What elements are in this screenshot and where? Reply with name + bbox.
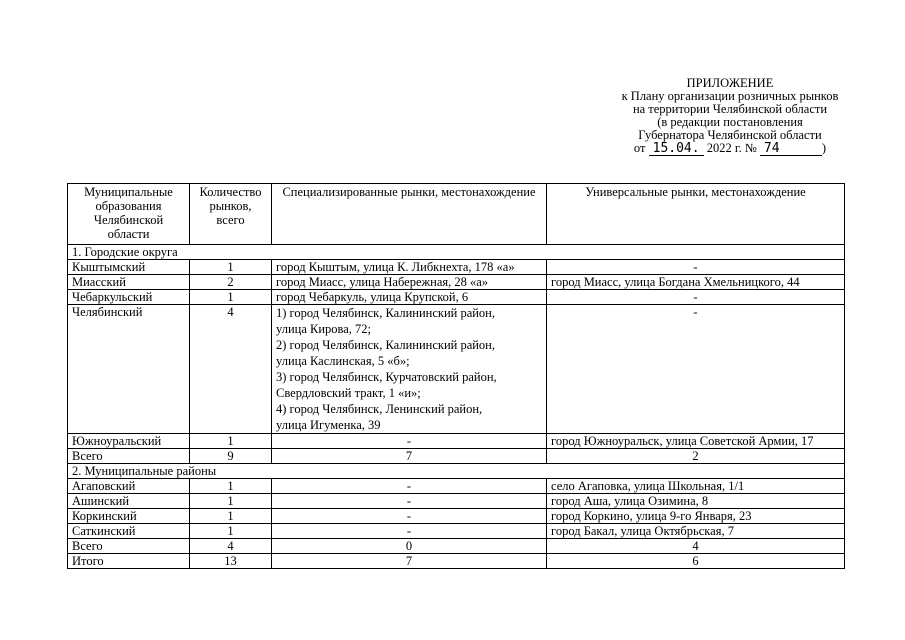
municipality-cell: Всего [68,449,190,464]
table-row [68,524,845,539]
count-cell: 1 [190,509,272,524]
section-title: 2. Муниципальные районы [68,464,845,479]
closing-paren: ) [821,141,827,155]
section-row [68,464,845,479]
count-cell: 2 [190,275,272,290]
specialized-cell: город Чебаркуль, улица Крупской, 6 [272,290,547,305]
municipality-cell: Южноуральский [68,434,190,449]
count-cell: 4 [190,305,272,434]
header-specialized: Специализированные рынки, местонахождение [272,184,547,245]
specialized-cell: город Кыштым, улица К. Либкнехта, 178 «а» [272,260,547,275]
appendix-line-4: Губернатора Челябинской области [638,128,822,142]
count-cell: 4 [190,539,272,554]
header-universal: Универсальные рынки, местонахождение [547,184,845,245]
appendix-header [560,77,900,156]
specialized-cell: - [272,509,547,524]
specialized-cell: - [272,494,547,509]
specialized-cell: город Миасс, улица Набережная, 28 «а» [272,275,547,290]
count-cell: 1 [190,434,272,449]
municipality-cell: Саткинский [68,524,190,539]
appendix-title: ПРИЛОЖЕНИЕ [686,76,774,90]
specialized-cell: - [272,434,547,449]
municipality-cell: Миасский [68,275,190,290]
municipality-cell: Кыштымский [68,260,190,275]
date-value: 15.04. [649,143,704,156]
address-line: 3) город Челябинск, Курчатовский район, [276,370,497,384]
markets-table [67,183,845,569]
table-row [68,539,845,554]
universal-cell: 2 [547,449,845,464]
municipality-cell: Агаповский [68,479,190,494]
count-cell: 1 [190,290,272,305]
specialized-cell: 7 [272,449,547,464]
specialized-cell: - [272,524,547,539]
universal-cell: 6 [547,554,845,569]
count-cell: 13 [190,554,272,569]
header-municipality: Муниципальные образования Челябинской области [68,184,190,245]
section-title: 1. Городские округа [68,245,845,260]
table-row-chelyabinsk [68,305,845,434]
table-row [68,260,845,275]
address-line: улица Кирова, 72; [276,322,372,336]
table-row [68,290,845,305]
specialized-cell: 0 [272,539,547,554]
universal-cell: - [547,290,845,305]
table-row [68,554,845,569]
table-row [68,479,845,494]
appendix-line-2: на территории Челябинской области [632,102,828,116]
count-cell: 1 [190,494,272,509]
address-line: 1) город Челябинск, Калининский район, [276,306,496,320]
appendix-line-1: к Плану организации розничных рынков [621,89,839,103]
specialized-cell: - [272,479,547,494]
date-prefix: от [633,141,646,155]
table-row [68,494,845,509]
table-header-row [68,184,845,245]
count-cell: 9 [190,449,272,464]
table-row [68,449,845,464]
municipality-cell: Итого [68,554,190,569]
universal-cell: город Южноуральск, улица Советской Армии, 17 [547,434,845,449]
address-line: Свердловский тракт, 1 «и»; [276,386,421,400]
address-line: улица Игуменка, 39 [276,418,381,432]
appendix-date-line [560,142,900,156]
universal-cell: город Коркино, улица 9-го Января, 23 [547,509,845,524]
universal-cell: - [547,260,845,275]
address-line: улица Каслинская, 5 «б»; [276,354,410,368]
specialized-cell: 7 [272,554,547,569]
municipality-cell: Всего [68,539,190,554]
section-row [68,245,845,260]
universal-cell: город Миасс, улица Богдана Хмельницкого, 44 [547,275,845,290]
universal-cell: город Аша, улица Озимина, 8 [547,494,845,509]
municipality-cell: Чебаркульский [68,290,190,305]
municipality-cell: Челябинский [68,305,190,434]
table-row [68,434,845,449]
municipality-cell: Коркинский [68,509,190,524]
decree-number: 74 [760,143,822,156]
count-cell: 1 [190,479,272,494]
universal-cell: село Агаповка, улица Школьная, 1/1 [547,479,845,494]
header-count: Количество рынков, всего [190,184,272,245]
count-cell: 1 [190,260,272,275]
address-line: 2) город Челябинск, Калининский район, [276,338,496,352]
municipality-cell: Ашинский [68,494,190,509]
count-cell: 1 [190,524,272,539]
universal-cell: 4 [547,539,845,554]
universal-cell: город Бакал, улица Октябрьская, 7 [547,524,845,539]
year-number-label: 2022 г. № [706,141,757,155]
appendix-line-3: (в редакции постановления [657,115,803,129]
universal-cell: - [547,305,845,434]
specialized-cell [272,305,547,434]
table-row [68,275,845,290]
address-line: 4) город Челябинск, Ленинский район, [276,402,483,416]
table-row [68,509,845,524]
